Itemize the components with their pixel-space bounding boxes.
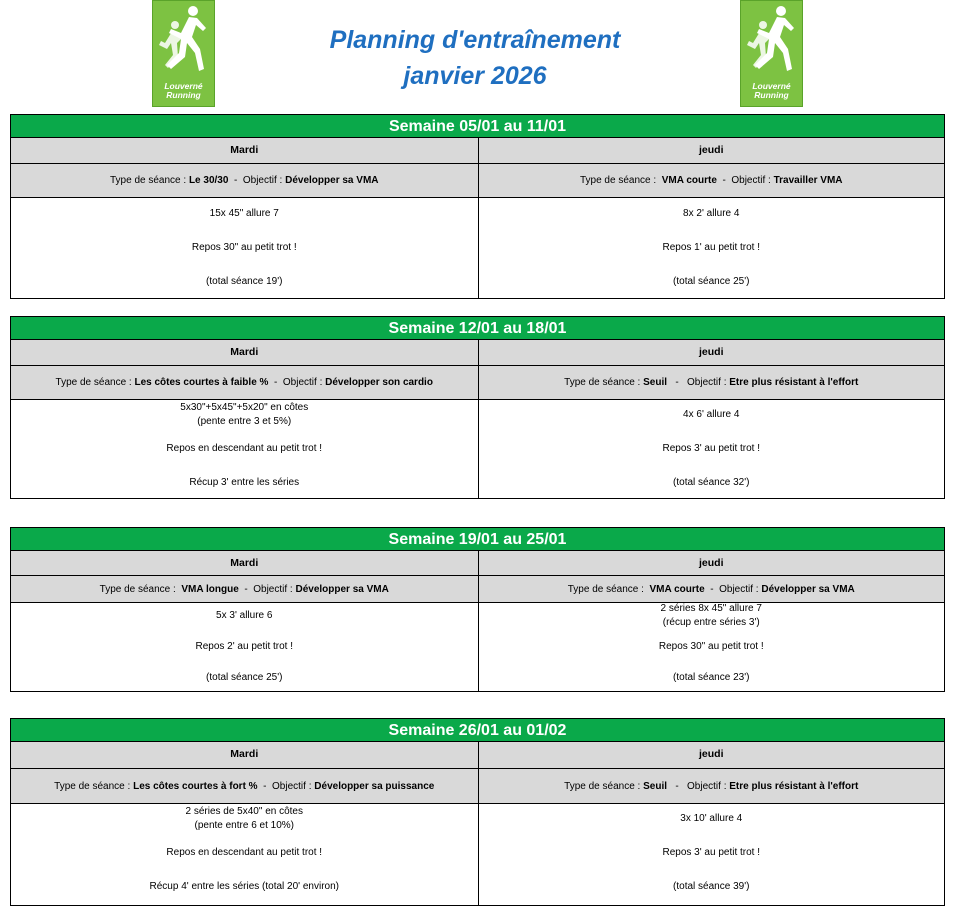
session-detail-row — [11, 198, 944, 299]
detail-line: (total séance 39') — [673, 881, 750, 892]
objectif-label: Objectif : — [253, 583, 293, 595]
day-row — [11, 138, 944, 164]
detail-line: Repos 1' au petit trot ! — [662, 242, 761, 253]
session-detail-row — [11, 603, 944, 692]
day-row — [11, 340, 944, 366]
session-type-jeudi: Type de séance : VMA courte - Objectif : Développer sa VMA — [478, 576, 945, 602]
week-block — [10, 718, 945, 906]
detail-line: Repos 3' au petit trot ! — [662, 847, 761, 858]
session-detail-jeudi — [478, 603, 945, 691]
runner-icon — [747, 3, 797, 75]
session-detail-mardi — [11, 198, 478, 298]
session-type: Le 30/30 — [188, 175, 229, 186]
day-label-jeudi: jeudi — [478, 551, 945, 575]
session-type-jeudi: Type de séance : VMA courte - Objectif : Travailler VMA — [478, 164, 945, 197]
session-type: VMA longue — [181, 583, 239, 595]
runner-icon — [159, 3, 209, 75]
type-label: Type de séance : — [564, 780, 641, 792]
type-label: Type de séance : — [567, 583, 644, 595]
page-title: Planning d'entraînement — [329, 26, 621, 54]
session-detail-mardi — [11, 603, 478, 691]
detail-line: Récup 3' entre les séries — [189, 477, 300, 488]
detail-line: (pente entre 3 et 5%) — [197, 416, 292, 427]
session-type-jeudi: Type de séance : Seuil - Objectif : Etre plus résistant à l'effort — [478, 366, 945, 399]
detail-line: 2 séries 8x 45" allure 7 — [660, 603, 762, 614]
session-type-jeudi: Type de séance : Seuil - Objectif : Etre plus résistant à l'effort — [478, 769, 945, 803]
detail-line: (total séance 25') — [206, 672, 283, 683]
session-type: VMA courte — [649, 583, 705, 595]
session-type-mardi: Type de séance : VMA longue - Objectif : Développer sa VMA — [99, 583, 389, 595]
day-label-mardi: Mardi — [230, 346, 259, 358]
detail-line: Repos en descendant au petit trot ! — [166, 443, 323, 454]
type-label: Type de séance : — [54, 780, 131, 792]
logo-text — [741, 82, 802, 100]
session-objectif: Développer sa VMA — [295, 583, 389, 595]
session-objectif: Développer son cardio — [325, 377, 433, 388]
logo-line2: Running — [754, 90, 789, 100]
session-objectif: Etre plus résistant à l'effort — [729, 377, 859, 388]
session-type: Les côtes courtes à fort % — [133, 780, 258, 792]
detail-line: (total séance 23') — [673, 672, 750, 683]
objectif-label: Objectif : — [731, 175, 771, 186]
objectif-label: Objectif : — [282, 377, 323, 388]
logo-line1: Louverné — [164, 81, 203, 91]
day-label-jeudi: jeudi — [478, 138, 945, 163]
detail-line: (total séance 19') — [206, 276, 283, 287]
week-block — [10, 316, 945, 499]
session-objectif: Développer sa VMA — [285, 175, 379, 186]
detail-line: Repos 2' au petit trot ! — [195, 641, 294, 652]
day-label-jeudi: jeudi — [478, 340, 945, 365]
objectif-label: Objectif : — [687, 377, 727, 388]
day-row — [11, 742, 944, 769]
objectif-label: Objectif : — [242, 175, 283, 186]
objectif-label: Objectif : — [687, 780, 727, 792]
session-detail-row — [11, 400, 944, 499]
type-row — [11, 164, 944, 198]
session-objectif: Travailler VMA — [773, 175, 843, 186]
detail-line: 5x 3' allure 6 — [216, 610, 273, 621]
detail-line: Repos 30" au petit trot ! — [658, 641, 764, 652]
session-detail-jeudi — [478, 804, 945, 905]
session-type-mardi: Type de séance : Les côtes courtes à faible % - Objectif : Développer son cardio — [55, 377, 433, 388]
day-row — [11, 551, 944, 576]
day-label-mardi: Mardi — [230, 557, 259, 569]
logo-line2: Running — [166, 90, 201, 100]
type-label: Type de séance : — [109, 175, 187, 186]
session-type-mardi: Type de séance : Les côtes courtes à fort % - Objectif : Développer sa puissance — [54, 780, 435, 792]
session-objectif: Etre plus résistant à l'effort — [729, 780, 859, 792]
session-type-mardi: Type de séance : Le 30/30 - Objectif : Développer sa VMA — [109, 175, 379, 186]
week-header: Semaine 19/01 au 25/01 — [11, 527, 944, 551]
logo-line1: Louverné — [752, 81, 791, 91]
club-logo-right — [740, 0, 803, 107]
type-row — [11, 576, 944, 603]
detail-line: (total séance 25') — [673, 276, 750, 287]
club-logo-left — [152, 0, 215, 107]
type-label: Type de séance : — [55, 377, 132, 388]
page-subtitle: janvier 2026 — [403, 62, 547, 90]
week-header: Semaine 05/01 au 11/01 — [11, 114, 944, 138]
detail-line: 5x30"+5x45"+5x20" en côtes — [180, 402, 309, 413]
week-block — [10, 527, 945, 692]
session-type: VMA courte — [661, 175, 717, 186]
detail-line: 3x 10' allure 4 — [680, 813, 743, 824]
detail-line: 8x 2' allure 4 — [683, 208, 740, 219]
detail-line: (total séance 32') — [673, 477, 750, 488]
type-label: Type de séance : — [579, 175, 657, 186]
type-row — [11, 769, 944, 804]
objectif-label: Objectif : — [719, 583, 759, 595]
session-detail-mardi — [11, 400, 478, 498]
detail-line: (pente entre 6 et 10%) — [194, 820, 294, 831]
session-type: Seuil — [643, 780, 668, 792]
type-label: Type de séance : — [564, 377, 641, 388]
session-detail-jeudi — [478, 400, 945, 498]
day-label-mardi: Mardi — [230, 748, 259, 760]
session-type: Seuil — [643, 377, 668, 388]
detail-line: Repos 3' au petit trot ! — [662, 443, 761, 454]
day-label-mardi: Mardi — [230, 144, 259, 156]
session-objectif: Développer sa puissance — [314, 780, 435, 792]
objectif-label: Objectif : — [272, 780, 312, 792]
session-detail-jeudi — [478, 198, 945, 298]
type-label: Type de séance : — [99, 583, 176, 595]
detail-line: 15x 45" allure 7 — [209, 208, 279, 219]
session-detail-row — [11, 804, 944, 906]
week-block — [10, 114, 945, 299]
session-objectif: Développer sa VMA — [761, 583, 855, 595]
detail-line: 2 séries de 5x40" en côtes — [185, 806, 303, 817]
session-detail-mardi — [11, 804, 478, 905]
type-row — [11, 366, 944, 400]
week-header: Semaine 26/01 au 01/02 — [11, 718, 944, 742]
week-header: Semaine 12/01 au 18/01 — [11, 316, 944, 340]
session-type: Les côtes courtes à faible % — [134, 377, 269, 388]
logo-text — [153, 82, 214, 100]
detail-line: 4x 6' allure 4 — [683, 409, 740, 420]
detail-line: (récup entre séries 3') — [662, 617, 760, 628]
detail-line: Repos 30" au petit trot ! — [191, 242, 297, 253]
day-label-jeudi: jeudi — [478, 742, 945, 768]
detail-line: Récup 4' entre les séries (total 20' environ) — [149, 881, 339, 892]
detail-line: Repos en descendant au petit trot ! — [166, 847, 323, 858]
